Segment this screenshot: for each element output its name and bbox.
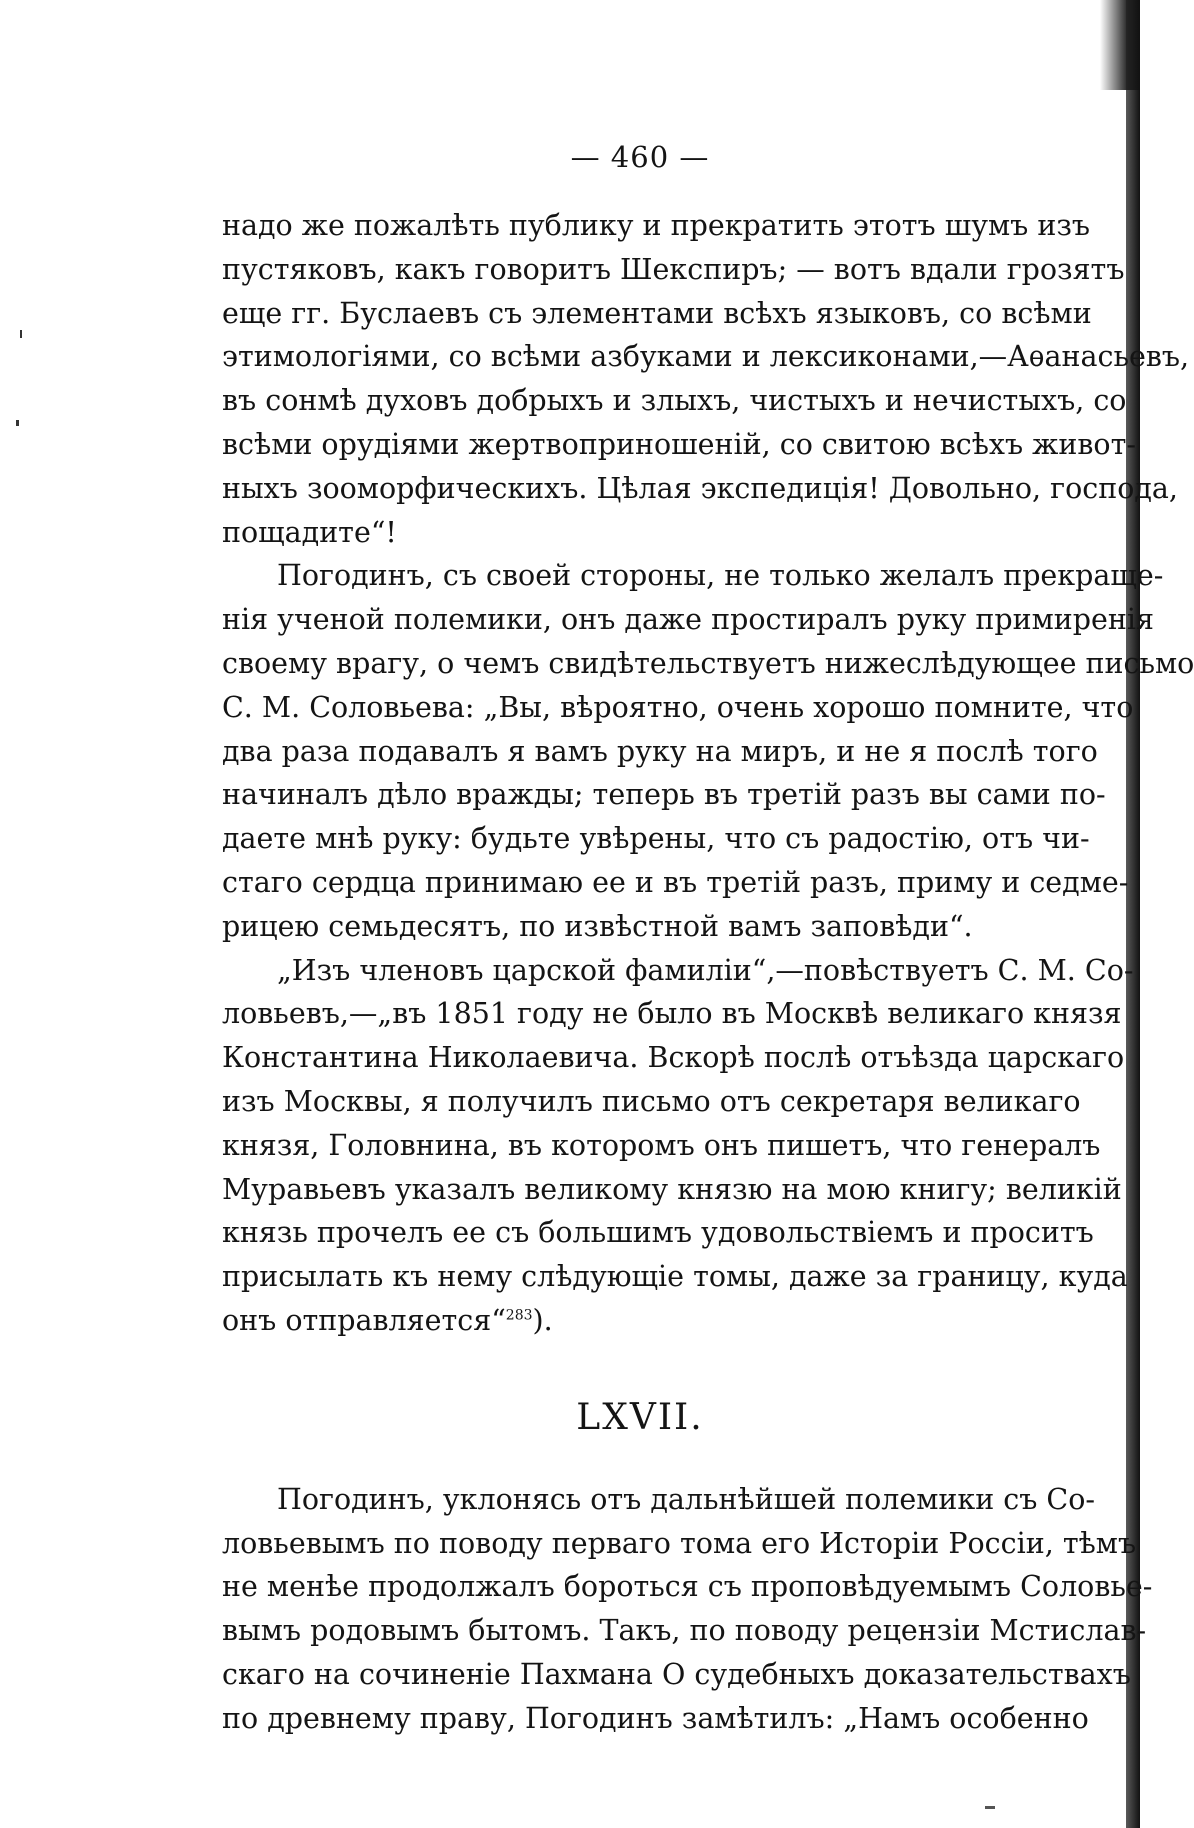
text-line: стаго сердца принимаю ее и въ третій разъ, приму и седме- [222,865,1129,899]
text-line: надо же пожалѣть публику и прекратить этотъ шумъ изъ [222,209,1091,242]
paragraph-1 [222,204,1190,554]
scan-speck [20,330,22,338]
text-line: рицею семьдесятъ, по извѣстной вамъ заповѣди“. [222,909,973,943]
paragraph-4 [222,1478,1153,1741]
text-line: въ сонмѣ духовъ добрыхъ и злыхъ, чистыхъ и нечистыхъ, со [222,384,1127,418]
page-number: — 460 — [570,140,710,174]
paragraph-2 [222,554,1194,948]
paragraph-3 [222,949,1134,1343]
text-line: скаго на сочиненіе Пахмана О судебныхъ доказательствахъ [222,1657,1131,1691]
book-page [222,140,1194,1741]
text-line: присылать къ нему слѣдующіе томы, даже за границу, куда [222,1260,1128,1294]
text-line: князя, Головнина, въ которомъ онъ пишетъ, что генералъ [222,1128,1101,1162]
text-line: изъ Москвы, я получилъ письмо отъ секретаря великаго [222,1084,1081,1118]
text-line: начиналъ дѣло вражды; теперь въ третій разъ вы сами по- [222,778,1106,812]
text-line: Муравьевъ указалъ великому князю на мою книгу; великій [222,1172,1122,1206]
text-line: князь прочелъ ее съ большимъ удовольствіемъ и проситъ [222,1216,1094,1250]
text-line: еще гг. Буслаевъ съ элементами всѣхъ языковъ, со всѣми [222,296,1092,330]
text-line: нія ученой полемики, онъ даже простиралъ руку примиренія [222,603,1154,637]
text-line: этимологіями, со всѣми азбуками и лексиконами,—Аѳанасьевъ, [222,340,1190,374]
text-line: пустяковъ, какъ говоритъ Шекспиръ; — вотъ вдали грозятъ [222,252,1125,286]
scan-speck [985,1806,995,1809]
text-line: С. М. Соловьева: „Вы, вѣроятно, очень хорошо помните, что [222,690,1134,724]
text-line: „Изъ членовъ царской фамиліи“,—повѣствуетъ С. М. Со- [277,953,1134,987]
text-line: своему врагу, о чемъ свидѣтельствуетъ нижеслѣдующее письмо [222,646,1194,680]
scan-corner-shadow [1100,0,1140,90]
text-line: ловьевымъ по поводу перваго тома его Исторіи Россіи, тѣмъ [222,1526,1137,1560]
text-line: пощадите“! [222,515,397,549]
text-line: вымъ родовымъ бытомъ. Такъ, по поводу рецензіи Мстислав- [222,1614,1147,1648]
text-line: Погодинъ, съ своей стороны, не только желалъ прекраще- [277,559,1164,593]
text-line: два раза подавалъ я вамъ руку на миръ, и не я послѣ того [222,734,1098,768]
text-line: по древнему праву, Погодинъ замѣтилъ: „Намъ особенно [222,1701,1089,1735]
text-line: Константина Николаевича. Вскорѣ послѣ отъѣзда царскаго [222,1041,1125,1075]
text-line: не менѣе продолжалъ бороться съ проповѣдуемымъ Соловье- [222,1570,1153,1604]
text-line: всѣми орудіями жертвоприношеній, со свитою всѣхъ живот- [222,427,1136,461]
text-line: ныхъ зооморфическихъ. Цѣлая экспедиція! Довольно, господа, [222,471,1178,505]
text-line: даете мнѣ руку: будьте увѣрены, что съ радостію, отъ чи- [222,822,1090,856]
scan-speck [16,420,19,426]
text-line: онъ отправляется“$^{283}$). [222,1303,553,1337]
section-heading: LXVII. [576,1396,704,1438]
text-line: ловьевъ,—„въ 1851 году не было въ Москвѣ великаго князя [222,997,1122,1031]
text-line: Погодинъ, уклонясь отъ дальнѣйшей полемики съ Со- [277,1482,1096,1516]
footnote-reference[interactable]: 283 [505,1307,533,1324]
